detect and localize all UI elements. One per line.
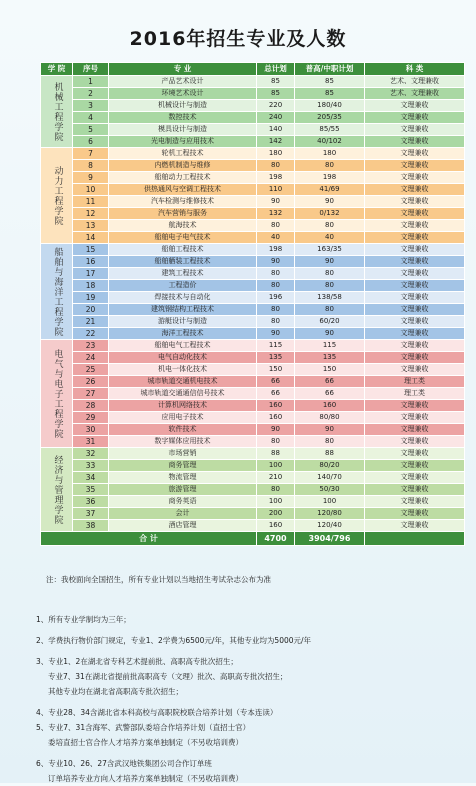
table-row — [41, 352, 465, 364]
total-plan-cell: 115 — [257, 340, 295, 352]
major-cell: 船舶动力工程技术 — [109, 172, 257, 184]
major-cell: 市场营销 — [109, 448, 257, 460]
index-cell: 11 — [73, 196, 109, 208]
major-cell: 旅游管理 — [109, 484, 257, 496]
header-index: 序号 — [73, 63, 109, 76]
total-plan-cell: 196 — [257, 292, 295, 304]
split-plan-cell: 80 — [295, 436, 365, 448]
table-row — [41, 232, 465, 244]
major-cell: 数控技术 — [109, 112, 257, 124]
major-cell: 产品艺术设计 — [109, 76, 257, 88]
major-cell: 船舶电气工程技术 — [109, 340, 257, 352]
index-cell: 6 — [73, 136, 109, 148]
table-row — [41, 484, 465, 496]
category-cell: 文理兼收 — [365, 136, 465, 148]
category-cell: 文理兼收 — [365, 100, 465, 112]
total-plan-cell: 220 — [257, 100, 295, 112]
category-cell: 文理兼收 — [365, 364, 465, 376]
split-plan-cell: 40 — [295, 232, 365, 244]
category-cell: 文理兼收 — [365, 220, 465, 232]
category-cell: 文理兼收 — [365, 400, 465, 412]
school-cell: 动力工程学院 — [41, 148, 73, 244]
index-cell: 25 — [73, 364, 109, 376]
school-cell: 电气与电子工程学院 — [41, 340, 73, 448]
split-plan-cell: 90 — [295, 328, 365, 340]
rule-line: 其他专业均在湖北省高职高专批次招生； — [48, 687, 183, 696]
split-plan-cell: 120/40 — [295, 520, 365, 532]
split-plan-cell: 80 — [295, 280, 365, 292]
table-row — [41, 316, 465, 328]
index-cell: 38 — [73, 520, 109, 532]
major-cell: 计算机网络技术 — [109, 400, 257, 412]
index-cell: 37 — [73, 508, 109, 520]
index-cell: 1 — [73, 76, 109, 88]
index-cell: 17 — [73, 268, 109, 280]
index-cell: 14 — [73, 232, 109, 244]
total-plan-cell: 100 — [257, 496, 295, 508]
table-row — [41, 412, 465, 424]
total-plan-cell: 160 — [257, 520, 295, 532]
table-row — [41, 520, 465, 532]
major-cell: 电气自动化技术 — [109, 352, 257, 364]
table-row — [41, 292, 465, 304]
split-plan-cell: 41/69 — [295, 184, 365, 196]
split-plan-cell: 90 — [295, 256, 365, 268]
total-plan-cell: 150 — [257, 364, 295, 376]
category-cell: 文理兼收 — [365, 292, 465, 304]
table-row — [41, 136, 465, 148]
category-cell: 文理兼收 — [365, 328, 465, 340]
major-cell: 轮机工程技术 — [109, 148, 257, 160]
index-cell: 22 — [73, 328, 109, 340]
school-cell: 经济与管理学院 — [41, 448, 73, 532]
category-cell: 文理兼收 — [365, 352, 465, 364]
total-plan-cell: 80 — [257, 316, 295, 328]
rule-line: 5、专业7、31含海军、武警部队委培合作培养计划（直招士官） — [36, 723, 251, 732]
table-row — [41, 124, 465, 136]
split-plan-cell: 85 — [295, 88, 365, 100]
split-plan-cell: 66 — [295, 376, 365, 388]
major-cell: 机电一体化技术 — [109, 364, 257, 376]
header-category: 科 类 — [365, 63, 465, 76]
split-plan-cell: 180/40 — [295, 100, 365, 112]
major-cell: 会计 — [109, 508, 257, 520]
rule-line: 委培直招士官合作人才培养方案单独制定（不另收培训费） — [48, 738, 243, 747]
table-row — [41, 364, 465, 376]
rule-line: 3、专业1、2在湖北省专科艺术提前批、高职高专批次招生； — [36, 657, 238, 666]
table-row — [41, 460, 465, 472]
split-plan-cell: 135 — [295, 352, 365, 364]
index-cell: 35 — [73, 484, 109, 496]
index-cell: 20 — [73, 304, 109, 316]
index-cell: 8 — [73, 160, 109, 172]
split-plan-cell: 180 — [295, 148, 365, 160]
category-cell: 文理兼收 — [365, 112, 465, 124]
split-plan-cell: 100 — [295, 496, 365, 508]
major-cell: 船舶舾装工程技术 — [109, 256, 257, 268]
split-plan-cell: 115 — [295, 340, 365, 352]
total-plan-cell: 160 — [257, 400, 295, 412]
header-split-plan: 普高/中职计划 — [295, 63, 365, 76]
major-cell: 数字媒体应用技术 — [109, 436, 257, 448]
split-plan-cell: 198 — [295, 172, 365, 184]
table-row — [41, 340, 465, 352]
category-cell: 文理兼收 — [365, 508, 465, 520]
split-plan-cell: 80/20 — [295, 460, 365, 472]
split-plan-cell: 80 — [295, 268, 365, 280]
school-cell: 船舶与海洋工程学院 — [41, 244, 73, 340]
total-plan-cell: 140 — [257, 124, 295, 136]
index-cell: 13 — [73, 220, 109, 232]
total-plan-cell: 240 — [257, 112, 295, 124]
split-plan-cell: 138/58 — [295, 292, 365, 304]
table-row — [41, 280, 465, 292]
total-plan-cell: 80 — [257, 220, 295, 232]
total-plan-cell: 198 — [257, 244, 295, 256]
split-plan-cell: 80 — [295, 220, 365, 232]
major-cell: 机械设计与制造 — [109, 100, 257, 112]
category-cell: 文理兼收 — [365, 436, 465, 448]
index-cell: 31 — [73, 436, 109, 448]
major-cell: 船舶工程技术 — [109, 244, 257, 256]
total-label: 合 计 — [41, 532, 257, 546]
total-plan-cell: 66 — [257, 376, 295, 388]
table-row — [41, 508, 465, 520]
table-row — [41, 160, 465, 172]
index-cell: 29 — [73, 412, 109, 424]
table-row — [41, 376, 465, 388]
total-plan-cell: 66 — [257, 388, 295, 400]
table-row — [41, 148, 465, 160]
total-plan-cell: 85 — [257, 76, 295, 88]
total-plan-cell: 80 — [257, 160, 295, 172]
split-plan-cell: 60/20 — [295, 316, 365, 328]
table-row — [41, 472, 465, 484]
total-plan-value: 4700 — [257, 532, 295, 546]
major-cell: 汽车营销与服务 — [109, 208, 257, 220]
split-plan-cell: 85 — [295, 76, 365, 88]
category-cell: 文理兼收 — [365, 268, 465, 280]
major-cell: 酒店管理 — [109, 520, 257, 532]
category-cell: 文理兼收 — [365, 484, 465, 496]
split-plan-cell: 66 — [295, 388, 365, 400]
category-cell: 文理兼收 — [365, 460, 465, 472]
table-header-row — [41, 63, 465, 76]
table-row — [41, 328, 465, 340]
major-cell: 游艇设计与制造 — [109, 316, 257, 328]
table-row — [41, 304, 465, 316]
major-cell: 城市轨道交通机电技术 — [109, 376, 257, 388]
category-cell: 艺术、文理兼收 — [365, 88, 465, 100]
table-row — [41, 100, 465, 112]
total-plan-cell: 80 — [257, 436, 295, 448]
index-cell: 3 — [73, 100, 109, 112]
rule-line: 6、专业10、26、27含武汉地铁集团公司合作订单班 — [36, 759, 212, 768]
index-cell: 30 — [73, 424, 109, 436]
split-plan-cell: 50/30 — [295, 484, 365, 496]
table-row — [41, 244, 465, 256]
rule-line: 4、专业28、34含湖北省本科高校与高职院校联合培养计划（专本连读） — [36, 708, 278, 717]
major-cell: 汽车检测与维修技术 — [109, 196, 257, 208]
table-row — [41, 184, 465, 196]
category-cell: 文理兼收 — [365, 124, 465, 136]
index-cell: 16 — [73, 256, 109, 268]
table-note: 注：我校面向全国招生，所有专业计划以当地招生考试杂志公布为准 — [46, 575, 271, 584]
category-cell: 文理兼收 — [365, 160, 465, 172]
table-row — [41, 208, 465, 220]
page-title: 2016年招生专业及人数 — [129, 28, 347, 50]
index-cell: 23 — [73, 340, 109, 352]
split-plan-cell: 40/102 — [295, 136, 365, 148]
total-plan-cell: 180 — [257, 148, 295, 160]
index-cell: 15 — [73, 244, 109, 256]
split-plan-cell: 90 — [295, 196, 365, 208]
total-plan-cell: 100 — [257, 460, 295, 472]
major-cell: 应用电子技术 — [109, 412, 257, 424]
header-major: 专 业 — [109, 63, 257, 76]
table-row — [41, 268, 465, 280]
index-cell: 26 — [73, 376, 109, 388]
category-cell: 文理兼收 — [365, 520, 465, 532]
table-row — [41, 424, 465, 436]
split-plan-cell: 150 — [295, 364, 365, 376]
index-cell: 33 — [73, 460, 109, 472]
total-plan-cell: 210 — [257, 472, 295, 484]
total-plan-cell: 90 — [257, 328, 295, 340]
category-cell: 文理兼收 — [365, 184, 465, 196]
total-plan-cell: 85 — [257, 88, 295, 100]
split-plan-cell: 163/35 — [295, 244, 365, 256]
index-cell: 12 — [73, 208, 109, 220]
total-plan-cell: 80 — [257, 484, 295, 496]
major-cell: 焊接技术与自动化 — [109, 292, 257, 304]
split-plan-cell: 160 — [295, 400, 365, 412]
enrollment-table — [40, 62, 465, 546]
index-cell: 7 — [73, 148, 109, 160]
table-row — [41, 220, 465, 232]
major-cell: 模具设计与制造 — [109, 124, 257, 136]
category-cell: 文理兼收 — [365, 304, 465, 316]
school-cell: 机械工程学院 — [41, 76, 73, 148]
index-cell: 32 — [73, 448, 109, 460]
table-row — [41, 400, 465, 412]
rules-list — [36, 612, 472, 786]
category-cell: 理工类 — [365, 376, 465, 388]
major-cell: 光电制造与应用技术 — [109, 136, 257, 148]
total-empty — [365, 532, 465, 546]
category-cell: 文理兼收 — [365, 172, 465, 184]
split-plan-cell: 80 — [295, 304, 365, 316]
major-cell: 商务英语 — [109, 496, 257, 508]
total-plan-cell: 160 — [257, 412, 295, 424]
total-plan-cell: 90 — [257, 196, 295, 208]
category-cell: 文理兼收 — [365, 448, 465, 460]
category-cell: 文理兼收 — [365, 148, 465, 160]
major-cell: 工程造价 — [109, 280, 257, 292]
index-cell: 2 — [73, 88, 109, 100]
split-plan-cell: 80 — [295, 160, 365, 172]
index-cell: 34 — [73, 472, 109, 484]
index-cell: 9 — [73, 172, 109, 184]
table-row — [41, 196, 465, 208]
major-cell: 航海技术 — [109, 220, 257, 232]
total-plan-cell: 88 — [257, 448, 295, 460]
total-plan-cell: 80 — [257, 280, 295, 292]
split-plan-cell: 90 — [295, 424, 365, 436]
category-cell: 理工类 — [365, 388, 465, 400]
total-plan-cell: 40 — [257, 232, 295, 244]
index-cell: 10 — [73, 184, 109, 196]
rule-line: 订单培养专业方向人才培养方案单独制定（不另收培训费） — [48, 774, 243, 783]
major-cell: 商务管理 — [109, 460, 257, 472]
index-cell: 5 — [73, 124, 109, 136]
index-cell: 36 — [73, 496, 109, 508]
total-split-value: 3904/796 — [295, 532, 365, 546]
category-cell: 文理兼收 — [365, 412, 465, 424]
index-cell: 24 — [73, 352, 109, 364]
index-cell: 21 — [73, 316, 109, 328]
table-row — [41, 112, 465, 124]
table-row — [41, 172, 465, 184]
index-cell: 4 — [73, 112, 109, 124]
table-row — [41, 388, 465, 400]
total-plan-cell: 200 — [257, 508, 295, 520]
table-row — [41, 76, 465, 88]
major-cell: 内燃机制造与维修 — [109, 160, 257, 172]
total-row — [41, 532, 465, 546]
header-school: 学 院 — [41, 63, 73, 76]
rule-line: 1、所有专业学制均为三年； — [36, 615, 131, 624]
table-row — [41, 436, 465, 448]
table-row — [41, 256, 465, 268]
split-plan-cell: 80/80 — [295, 412, 365, 424]
table-row — [41, 496, 465, 508]
total-plan-cell: 80 — [257, 304, 295, 316]
major-cell: 软件技术 — [109, 424, 257, 436]
total-plan-cell: 142 — [257, 136, 295, 148]
total-plan-cell: 90 — [257, 256, 295, 268]
category-cell: 文理兼收 — [365, 424, 465, 436]
category-cell: 文理兼收 — [365, 496, 465, 508]
split-plan-cell: 0/132 — [295, 208, 365, 220]
major-cell: 船舶电子电气技术 — [109, 232, 257, 244]
table-row — [41, 448, 465, 460]
index-cell: 27 — [73, 388, 109, 400]
major-cell: 供热通风与空调工程技术 — [109, 184, 257, 196]
category-cell: 文理兼收 — [365, 340, 465, 352]
category-cell: 文理兼收 — [365, 232, 465, 244]
major-cell: 建筑工程技术 — [109, 268, 257, 280]
total-plan-cell: 132 — [257, 208, 295, 220]
index-cell: 19 — [73, 292, 109, 304]
category-cell: 文理兼收 — [365, 280, 465, 292]
major-cell: 物流管理 — [109, 472, 257, 484]
index-cell: 18 — [73, 280, 109, 292]
major-cell: 城市轨道交通通信信号技术 — [109, 388, 257, 400]
total-plan-cell: 90 — [257, 424, 295, 436]
split-plan-cell: 140/70 — [295, 472, 365, 484]
total-plan-cell: 198 — [257, 172, 295, 184]
index-cell: 28 — [73, 400, 109, 412]
category-cell: 文理兼收 — [365, 208, 465, 220]
header-total-plan: 总计划 — [257, 63, 295, 76]
split-plan-cell: 205/35 — [295, 112, 365, 124]
rule-line: 专业7、31在湖北省提前批高职高专（文理）批次、高职高专批次招生； — [48, 672, 288, 681]
split-plan-cell: 85/55 — [295, 124, 365, 136]
split-plan-cell: 120/80 — [295, 508, 365, 520]
major-cell: 建筑钢结构工程技术 — [109, 304, 257, 316]
total-plan-cell: 80 — [257, 268, 295, 280]
category-cell: 艺术、文理兼收 — [365, 76, 465, 88]
rule-line: 2、学费执行物价部门规定，专业1、2学费为6500元/年，其他专业均为5000元/年 — [36, 636, 312, 645]
category-cell: 文理兼收 — [365, 316, 465, 328]
category-cell: 文理兼收 — [365, 256, 465, 268]
split-plan-cell: 88 — [295, 448, 365, 460]
category-cell: 文理兼收 — [365, 196, 465, 208]
major-cell: 海洋工程技术 — [109, 328, 257, 340]
total-plan-cell: 135 — [257, 352, 295, 364]
category-cell: 文理兼收 — [365, 244, 465, 256]
category-cell: 文理兼收 — [365, 472, 465, 484]
table-row — [41, 88, 465, 100]
total-plan-cell: 110 — [257, 184, 295, 196]
major-cell: 环境艺术设计 — [109, 88, 257, 100]
